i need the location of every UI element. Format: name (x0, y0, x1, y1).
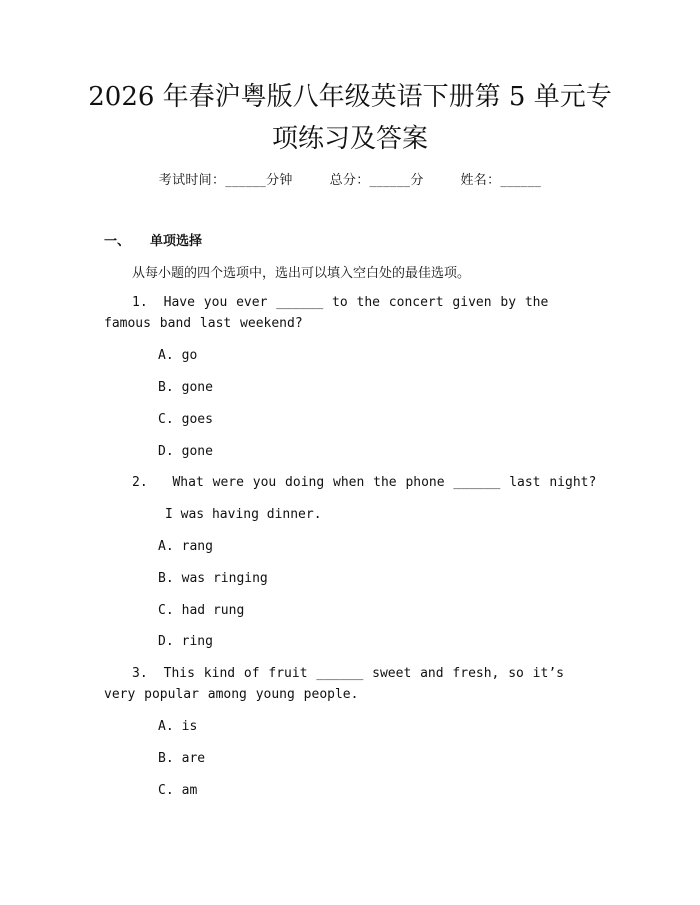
question-1-number: 1. (132, 295, 148, 310)
question-3-option-b (158, 748, 205, 769)
option-letter: A. (158, 539, 174, 554)
time-unit: 分钟 (266, 173, 293, 188)
option-text: was ringing (181, 571, 268, 586)
option-text: ring (181, 634, 213, 649)
option-letter: B. (158, 380, 174, 395)
question-2-number: 2. (132, 475, 148, 490)
question-1-stem (104, 292, 599, 334)
option-letter: C. (158, 412, 174, 427)
time-blank: ______ (225, 173, 267, 188)
title-line-2: 项练习及答案 (271, 124, 428, 154)
question-1-option-d (158, 441, 213, 462)
question-2-option-c (158, 600, 244, 621)
option-letter: B. (158, 571, 174, 586)
option-letter: B. (158, 751, 174, 766)
option-letter: D. (158, 634, 174, 649)
option-text: gone (181, 444, 213, 459)
section-number: 一、 (104, 234, 131, 249)
title-line-1: 2026 年春沪粤版八年级英语下册第 5 单元专 (88, 82, 612, 112)
option-text: am (181, 783, 198, 798)
question-1-option-a (158, 345, 197, 366)
question-1-option-b (158, 377, 213, 398)
question-1-text: Have you ever ______ to the concert given by the famous band last weekend? (104, 295, 549, 331)
page-title (60, 76, 640, 160)
score-unit: 分 (410, 173, 424, 188)
option-text: is (181, 719, 198, 734)
question-3-option-c (158, 780, 197, 801)
question-2-text: What were you doing when the phone ______ last night? (163, 475, 597, 490)
question-2-stem (104, 472, 599, 493)
question-3-text: This kind of fruit ______ sweet and fresh, so it’s very popular among young people. (104, 666, 564, 702)
score-label: 总分： (329, 173, 370, 188)
option-letter: A. (158, 348, 174, 363)
option-text: go (181, 348, 198, 363)
option-letter: D. (158, 444, 174, 459)
option-letter: C. (158, 603, 174, 618)
question-3-option-a (158, 716, 197, 737)
section-title: 单项选择 (150, 234, 203, 249)
question-1-option-c (158, 409, 213, 430)
option-letter: C. (158, 783, 174, 798)
name-label: 姓名： (460, 173, 501, 188)
name-blank: ______ (500, 173, 542, 188)
question-3-stem (104, 663, 599, 705)
time-label: 考试时间： (158, 173, 226, 188)
option-letter: A. (158, 719, 174, 734)
section-heading (104, 230, 202, 249)
exam-meta (0, 169, 700, 188)
question-3-number: 3. (132, 666, 148, 681)
question-2-option-d (158, 631, 213, 652)
option-text: are (181, 751, 206, 766)
question-2-context: I was having dinner. (165, 507, 322, 522)
option-text: had rung (181, 603, 245, 618)
question-2-option-a (158, 536, 213, 557)
option-text: gone (181, 380, 213, 395)
score-blank: ______ (369, 173, 411, 188)
section-instruction: 从每小题的四个选项中，选出可以填入空白处的最佳选项。 (132, 266, 471, 281)
question-2-option-b (158, 568, 268, 589)
option-text: rang (181, 539, 213, 554)
option-text: goes (181, 412, 213, 427)
